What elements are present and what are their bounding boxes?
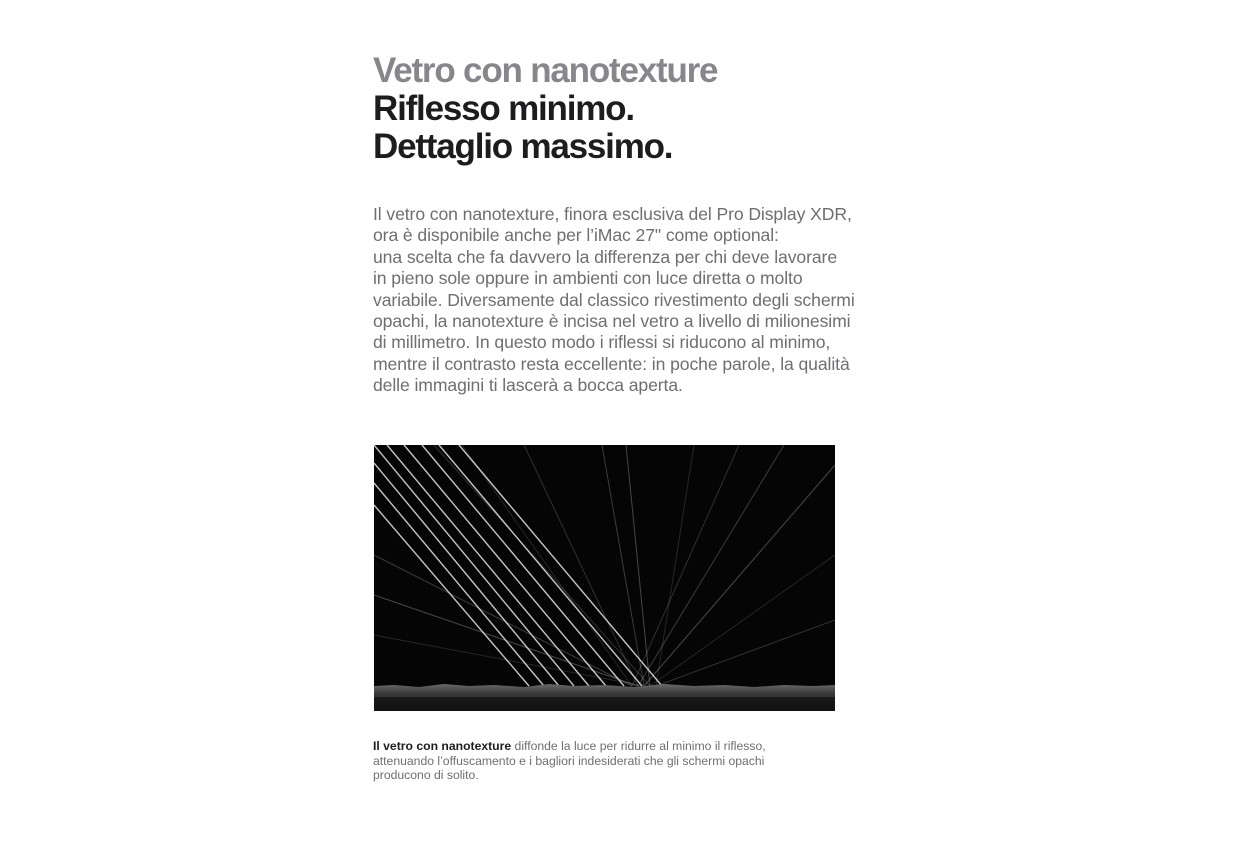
body-line: variabile. Diversamente dal classico rivestimento degli schermi [373,289,855,310]
incident-ray [374,483,544,686]
body-line: ora è disponibile anche per l’iMac 27" come optional: [373,225,779,246]
light-rays-graphic [374,445,835,711]
body-paragraph [373,204,888,397]
body-line: delle immagini ti lascerà a bocca aperta. [373,375,683,396]
body-line: una scelta che fa davvero la differenza per chi deve lavorare [373,246,838,267]
caption-line-1-text: diffonde la luce per ridurre al minimo il riflesso, [511,739,766,753]
body-line: in pieno sole oppure in ambienti con luce diretta o molto [373,268,803,289]
diffused-ray [374,555,632,686]
incident-ray [439,445,642,686]
body-line: di millimetro. In questo modo i riflessi si riducono al minimo, [373,332,831,353]
incident-ray [374,445,574,686]
heading-line-1: Riflesso minimo. [373,89,634,128]
light-diffusion-illustration [374,445,835,711]
diffused-ray [656,620,835,686]
body-line: opachi, la nanotexture è incisa nel vetro a livello di milionesimi [373,311,851,332]
diffused-ray [434,445,650,686]
incident-rays [374,445,662,686]
body-line: mentre il contrasto resta eccellente: in poche parole, la qualità [373,353,850,374]
caption-line-1 [373,739,793,754]
incident-ray [404,445,606,686]
caption-line-3: producono di solito. [373,768,479,783]
incident-ray [374,505,529,686]
main-content [373,52,893,397]
caption-bold-term: Il vetro con nanotexture [373,739,512,753]
page-heading [373,52,893,166]
body-line: Il vetro con nanotexture, finora esclusiva del Pro Display XDR, [373,204,852,224]
image-caption [373,739,793,783]
diffused-ray [638,445,784,686]
heading-eyebrow: Vetro con nanotexture [373,51,718,90]
caption-line-2: attenuando l’offuscamento e i bagliori indesiderati che gli schermi opachi [373,753,765,768]
diffused-ray [632,445,739,686]
heading-line-2: Dettaglio massimo. [373,127,673,166]
